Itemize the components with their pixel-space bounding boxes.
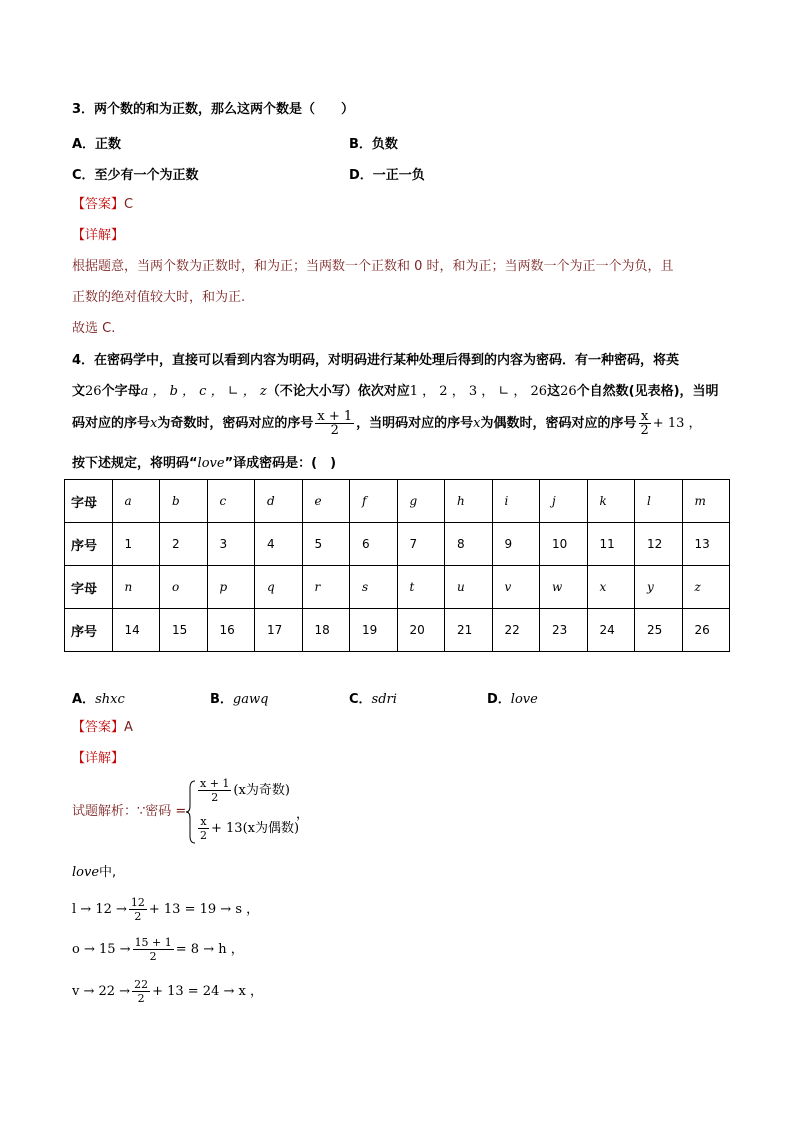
table-cell: 25: [635, 609, 683, 652]
text: 个自然数(见表格)，当明: [576, 384, 719, 399]
q4-stem-line4: [72, 455, 336, 473]
q3-option-c: C．至少有一个为正数: [72, 168, 199, 183]
nums: 1 ， 2 ， 3 ， ∟ ， 26: [409, 384, 548, 399]
text: （不论大小写）依次对应: [266, 384, 410, 399]
text: 中,: [99, 865, 117, 880]
label: C．: [349, 692, 372, 707]
table-cell: 15: [160, 609, 208, 652]
q4-option-b: [210, 688, 268, 707]
value: gawq: [232, 692, 269, 707]
table-cell: v: [492, 566, 540, 609]
row-label: 序号: [65, 523, 113, 566]
word: love: [72, 865, 100, 880]
answer-value: C: [124, 197, 134, 212]
var-x: x: [150, 416, 158, 431]
fraction: [129, 896, 147, 923]
table-cell: f: [350, 480, 398, 523]
table-cell: 20: [397, 609, 445, 652]
table-cell: 10: [540, 523, 588, 566]
table-cell: 17: [255, 609, 303, 652]
q4-option-a: [72, 688, 125, 707]
fraction: [198, 777, 231, 804]
table-cell: 7: [397, 523, 445, 566]
condition: + 13(x为偶数): [211, 821, 300, 836]
table-cell: k: [587, 480, 635, 523]
table-cell: m: [682, 480, 730, 523]
case-odd: [196, 776, 290, 806]
table-cell: y: [635, 566, 683, 609]
table-cell: d: [255, 480, 303, 523]
denominator: 2: [200, 829, 207, 842]
label: D．: [487, 692, 511, 707]
q3-detail-line1: 根据题意，当两个数为正数时，和为正；当两数一个正数和 0 时，和为正；当两数一个为正一个为负，且: [72, 259, 674, 274]
q3-option-a: A．正数: [72, 137, 122, 152]
table-cell: g: [397, 480, 445, 523]
text: 为奇数时，密码对应的序号: [157, 416, 314, 431]
fraction: [198, 815, 209, 842]
table-cell: 19: [350, 609, 398, 652]
answer-tag: 【答案】: [72, 720, 125, 735]
q4-stem-line3: [72, 406, 702, 442]
table-cell: w: [540, 566, 588, 609]
text: l → 12 →: [72, 902, 127, 917]
num: 26: [85, 384, 102, 399]
table-cell: 21: [445, 609, 493, 652]
table-cell: a: [112, 480, 160, 523]
table-cell: x: [587, 566, 635, 609]
numerator: x: [198, 815, 209, 829]
q3-option-b: B．负数: [349, 137, 398, 152]
condition: (x为奇数): [233, 783, 290, 798]
table-cell: 22: [492, 609, 540, 652]
table-cell: h: [445, 480, 493, 523]
brace-icon: [186, 780, 196, 844]
table-cell: 4: [255, 523, 303, 566]
table-cell: q: [255, 566, 303, 609]
q4-stem-line1: 4．在密码学中，直接可以看到内容为明码，对明码进行某种处理后得到的内容为密码．有一种密码，将英: [72, 353, 680, 368]
denominator: 2: [330, 423, 339, 438]
table-cell: 18: [302, 609, 350, 652]
cipher-table: [64, 479, 730, 652]
table-row: [65, 566, 730, 609]
table-cell: 24: [587, 609, 635, 652]
table-cell: 8: [445, 523, 493, 566]
table-cell: 9: [492, 523, 540, 566]
numerator: 12: [130, 896, 145, 909]
row-label: 序号: [65, 609, 113, 652]
table-cell: 16: [207, 609, 255, 652]
num: 26: [560, 384, 577, 399]
text: 个字母: [101, 384, 141, 399]
denominator: 2: [211, 791, 219, 804]
q3-detail-line2: 正数的绝对值较大时，和为正.: [72, 290, 246, 305]
case-even: [196, 814, 299, 844]
table-cell: l: [635, 480, 683, 523]
table-cell: j: [540, 480, 588, 523]
numerator: 15 + 1: [134, 936, 172, 949]
letters: a ， b ， c ， ∟ ， z: [140, 384, 267, 399]
case-end: ，: [296, 807, 310, 822]
text: 文: [72, 384, 86, 399]
table-cell: 26: [682, 609, 730, 652]
denominator: 2: [137, 992, 145, 1005]
row-label: 字母: [65, 480, 113, 523]
table-cell: 23: [540, 609, 588, 652]
table-cell: i: [492, 480, 540, 523]
table-row: [65, 480, 730, 523]
step-l: [72, 893, 259, 927]
fraction: [132, 978, 150, 1005]
text: ，当明码对应的序号: [356, 416, 474, 431]
value: love: [510, 692, 538, 707]
table-cell: s: [350, 566, 398, 609]
text: o → 15 →: [72, 942, 131, 957]
table-cell: p: [207, 566, 255, 609]
denominator: 2: [149, 950, 157, 963]
text: 按下述规定，将明码“: [72, 456, 198, 471]
table-cell: o: [160, 566, 208, 609]
label: B．: [210, 692, 233, 707]
fraction: [315, 410, 354, 437]
word: love: [197, 456, 225, 471]
q3-detail-tag: 【详解】: [72, 228, 125, 243]
text: + 13 = 19 → s ，: [148, 902, 260, 917]
numerator: x + 1: [200, 777, 230, 790]
table-cell: r: [302, 566, 350, 609]
q4-stem-line2: [72, 383, 719, 401]
table-cell: 13: [682, 523, 730, 566]
text: v → 22 →: [72, 984, 131, 999]
table-cell: 6: [350, 523, 398, 566]
text: + 13 ，: [652, 416, 702, 431]
table-cell: c: [207, 480, 255, 523]
text: ”译成密码是：( ): [224, 456, 337, 471]
table-cell: 14: [112, 609, 160, 652]
table-cell: 3: [207, 523, 255, 566]
var-x: x: [473, 416, 481, 431]
table-cell: b: [160, 480, 208, 523]
step-v: [72, 975, 263, 1009]
table-row: [65, 523, 730, 566]
table-cell: 2: [160, 523, 208, 566]
value: sdri: [371, 692, 397, 707]
table-cell: n: [112, 566, 160, 609]
row-label: 字母: [65, 566, 113, 609]
answer-value: A: [124, 720, 133, 735]
q3-stem: 3．两个数的和为正数，那么这两个数是（ ）: [72, 102, 355, 117]
q3-answer: [72, 196, 133, 214]
table-row: [65, 609, 730, 652]
denominator: 2: [640, 423, 649, 438]
text: 为偶数时，密码对应的序号: [480, 416, 637, 431]
fraction: [639, 410, 651, 437]
table-cell: 5: [302, 523, 350, 566]
q4-answer: [72, 719, 133, 737]
text: 这: [547, 384, 561, 399]
numerator: 22: [134, 978, 149, 991]
denominator: 2: [134, 910, 142, 923]
answer-tag: 【答案】: [72, 197, 125, 212]
label: A．: [72, 692, 96, 707]
table-cell: 12: [635, 523, 683, 566]
table-cell: e: [302, 480, 350, 523]
q4-option-c: [349, 688, 397, 707]
love-line: [72, 864, 116, 882]
table-cell: z: [682, 566, 730, 609]
text: 码对应的序号: [72, 416, 151, 431]
fraction: [133, 936, 174, 963]
analysis-label: 试题解析：∵密码 =: [72, 804, 187, 819]
q4-option-d: [487, 688, 538, 707]
q3-option-d: D．一正一负: [349, 168, 425, 183]
q3-conclusion: 故选 C.: [72, 321, 116, 336]
value: shxc: [95, 692, 125, 707]
numerator: x: [639, 410, 651, 424]
table-cell: 11: [587, 523, 635, 566]
text: + 13 = 24 → x ，: [152, 984, 263, 999]
q4-detail-tag: 【详解】: [72, 751, 125, 766]
text: = 8 → h ，: [175, 942, 244, 957]
table-cell: u: [445, 566, 493, 609]
table-cell: t: [397, 566, 445, 609]
step-o: [72, 933, 244, 967]
numerator: x + 1: [317, 409, 353, 424]
table-cell: 1: [112, 523, 160, 566]
